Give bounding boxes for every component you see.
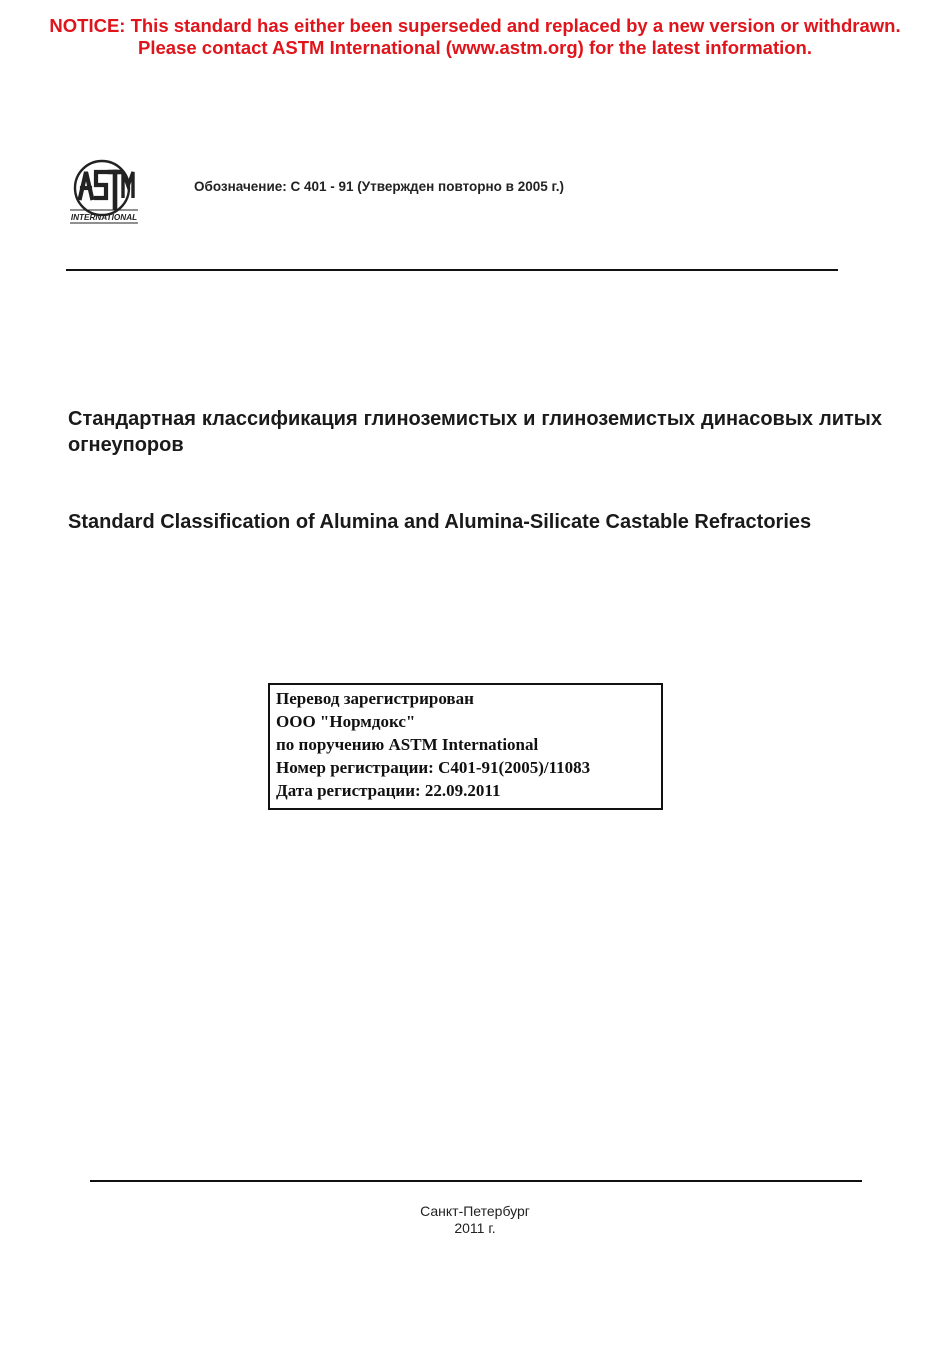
footer-city: Санкт-Петербург	[420, 1203, 530, 1219]
footer-year: 2011 г.	[454, 1220, 496, 1236]
footer	[0, 1203, 950, 1237]
standard-designation: Обозначение: C 401 - 91 (Утвержден повторно в 2005 г.)	[194, 179, 564, 194]
title-english: Standard Classification of Alumina and Alumina-Silicate Castable Refractories	[68, 511, 812, 533]
registration-line-1: Перевод зарегистрирован	[276, 689, 474, 708]
footer-divider	[90, 1180, 862, 1182]
notice-line-1: NOTICE: This standard has either been superseded and replaced by a new version or withdrawn.	[49, 15, 901, 36]
header-divider	[66, 269, 838, 271]
notice-banner	[0, 15, 950, 59]
title-russian: Стандартная классификация глиноземистых и глиноземистых динасовых литых огнеупоров	[68, 408, 882, 456]
registration-line-2: ООО "Нормдокс"	[276, 712, 416, 731]
registration-line-5: Дата регистрации: 22.09.2011	[276, 781, 501, 800]
notice-line-2: Please contact ASTM International (www.astm.org) for the latest information.	[138, 37, 812, 58]
registration-box	[268, 683, 663, 810]
astm-international-logo	[66, 158, 142, 228]
registration-line-4: Номер регистрации: C401-91(2005)/11083	[276, 758, 591, 777]
registration-line-3: по поручению ASTM International	[276, 735, 539, 754]
logo-caption: INTERNATIONAL	[70, 213, 138, 222]
